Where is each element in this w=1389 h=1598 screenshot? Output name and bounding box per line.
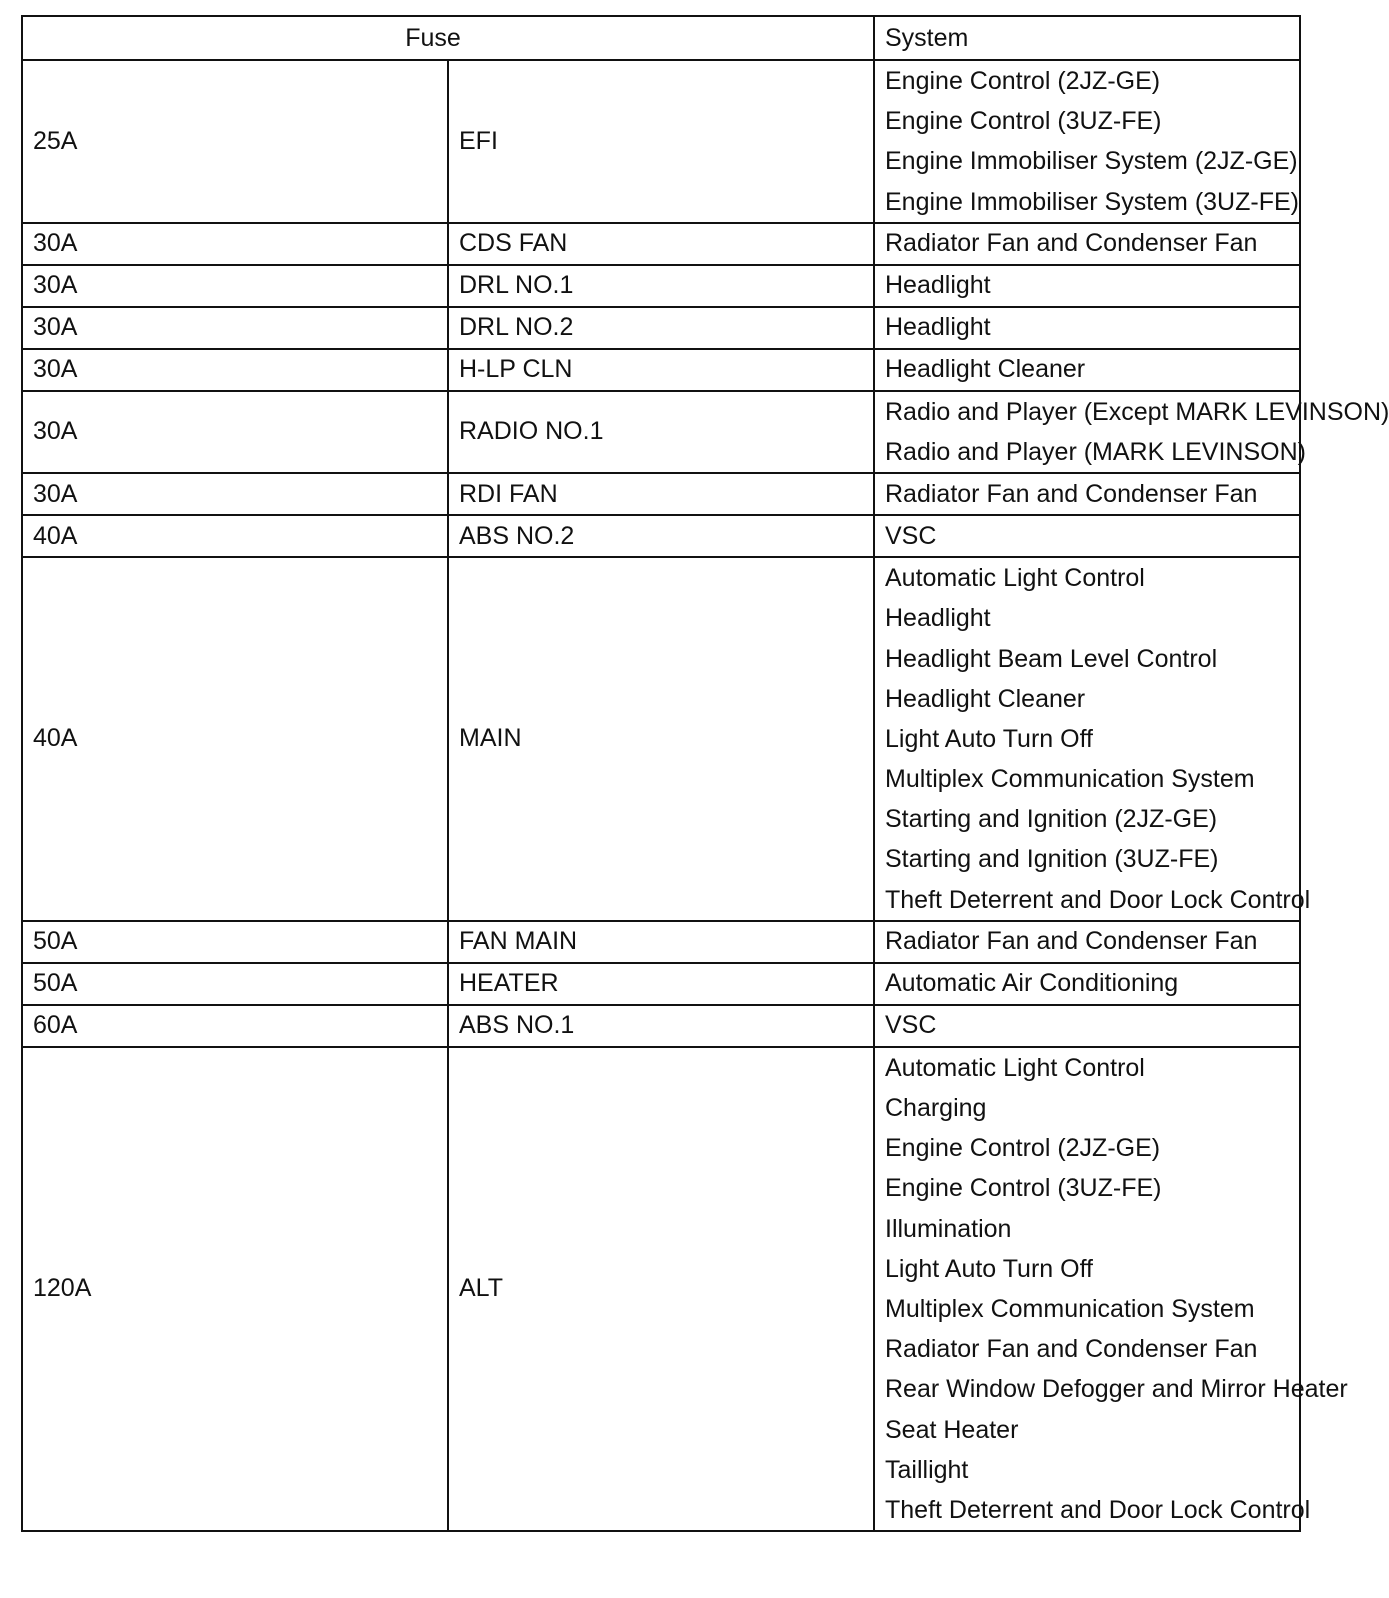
- table-row: [22, 473, 1300, 515]
- system-entry: Engine Immobiliser System (3UZ-FE): [885, 187, 1299, 216]
- fuse-amperage-cell: 30A: [22, 473, 448, 515]
- system-entry: Automatic Light Control: [885, 1053, 1145, 1082]
- system-entry: Radio and Player (Except MARK LEVINSON): [885, 397, 1389, 426]
- fuse-name-cell: RDI FAN: [448, 473, 874, 515]
- system-cell: [874, 1047, 1348, 1531]
- system-cell: Radiator Fan and Condenser Fan: [874, 473, 1300, 515]
- system-cell: [874, 391, 1389, 473]
- fuse-name-cell: ALT: [448, 1047, 874, 1531]
- table-row: [22, 1005, 1300, 1047]
- fuse-column-header: Fuse: [22, 16, 874, 60]
- system-entry: Seat Heater: [885, 1415, 1019, 1444]
- fuse-name-cell: ABS NO.2: [448, 515, 874, 557]
- system-entry: Rear Window Defogger and Mirror Heater: [885, 1375, 1348, 1404]
- system-entry: Engine Control (2JZ-GE): [885, 1134, 1161, 1163]
- table-row: [22, 921, 1300, 963]
- system-cell: VSC: [874, 515, 1300, 557]
- system-entry: Theft Deterrent and Door Lock Control: [885, 1495, 1311, 1524]
- system-entry: Taillight: [885, 1455, 969, 1484]
- fuse-amperage-cell: 60A: [22, 1005, 448, 1047]
- fuse-name-cell: FAN MAIN: [448, 921, 874, 963]
- header-row: [22, 16, 1300, 60]
- table-row: [22, 391, 1300, 473]
- fuse-amperage-cell: 40A: [22, 515, 448, 557]
- system-entry: Light Auto Turn Off: [885, 724, 1094, 753]
- system-entry: Engine Immobiliser System (2JZ-GE): [885, 147, 1298, 176]
- table-body: [22, 60, 1389, 1531]
- fuse-name-cell: ABS NO.1: [448, 1005, 874, 1047]
- table-row: [22, 1047, 1300, 1531]
- system-entry: Engine Control (3UZ-FE): [885, 1174, 1162, 1203]
- system-column-header: System: [874, 16, 1300, 60]
- fuse-amperage-cell: 30A: [22, 349, 448, 391]
- fuse-name-cell: MAIN: [448, 557, 874, 921]
- system-entry: Radio and Player (MARK LEVINSON): [885, 437, 1306, 466]
- system-cell: VSC: [874, 1005, 1300, 1047]
- fuse-amperage-cell: 30A: [22, 265, 448, 307]
- system-cell: [874, 557, 1311, 921]
- fuse-amperage-cell: 25A: [22, 60, 448, 223]
- system-entry: Multiplex Communication System: [885, 765, 1255, 794]
- system-entry: Automatic Light Control: [885, 564, 1145, 593]
- system-entry: Engine Control (3UZ-FE): [885, 107, 1162, 136]
- table-row: [22, 349, 1300, 391]
- system-cell: Radiator Fan and Condenser Fan: [874, 921, 1300, 963]
- table-row: [22, 515, 1300, 557]
- system-entry: Illumination: [885, 1214, 1012, 1243]
- system-entry: Charging: [885, 1094, 987, 1122]
- system-entry: Theft Deterrent and Door Lock Control: [885, 885, 1311, 914]
- fuse-amperage-cell: 30A: [22, 307, 448, 349]
- fuse-name-cell: H-LP CLN: [448, 349, 874, 391]
- fuse-amperage-cell: 50A: [22, 963, 448, 1005]
- fuse-name-cell: CDS FAN: [448, 223, 874, 265]
- table-row: [22, 557, 1300, 921]
- table-header: [22, 16, 1300, 60]
- fuse-name-cell: DRL NO.1: [448, 265, 874, 307]
- system-entry: Headlight Beam Level Control: [885, 644, 1218, 673]
- fuse-amperage-cell: 30A: [22, 223, 448, 265]
- fuse-system-table: [21, 15, 1389, 1532]
- table-row: [22, 265, 1300, 307]
- system-cell: Headlight Cleaner: [874, 349, 1300, 391]
- system-cell: Headlight: [874, 307, 1300, 349]
- system-cell: Headlight: [874, 265, 1300, 307]
- fuse-amperage-cell: 120A: [22, 1047, 448, 1531]
- system-cell: Radiator Fan and Condenser Fan: [874, 223, 1300, 265]
- table-row: [22, 963, 1300, 1005]
- table-row: [22, 223, 1300, 265]
- fuse-name-cell: EFI: [448, 60, 874, 223]
- fuse-amperage-cell: 40A: [22, 557, 448, 921]
- system-entry: Headlight: [885, 604, 991, 633]
- table-row: [22, 307, 1300, 349]
- fuse-name-cell: RADIO NO.1: [448, 391, 874, 473]
- fuse-amperage-cell: 50A: [22, 921, 448, 963]
- system-entry: Light Auto Turn Off: [885, 1254, 1094, 1283]
- system-entry: Multiplex Communication System: [885, 1294, 1255, 1323]
- system-entry: Starting and Ignition (3UZ-FE): [885, 845, 1219, 874]
- table-row: [22, 60, 1300, 223]
- fuse-name-cell: HEATER: [448, 963, 874, 1005]
- system-entry: Radiator Fan and Condenser Fan: [885, 1335, 1258, 1364]
- system-cell: Automatic Air Conditioning: [874, 963, 1300, 1005]
- system-entry: Starting and Ignition (2JZ-GE): [885, 805, 1218, 834]
- fuse-amperage-cell: 30A: [22, 391, 448, 473]
- system-cell: [874, 60, 1300, 223]
- fuse-name-cell: DRL NO.2: [448, 307, 874, 349]
- system-entry: Headlight Cleaner: [885, 684, 1086, 713]
- system-entry: Engine Control (2JZ-GE): [885, 67, 1161, 95]
